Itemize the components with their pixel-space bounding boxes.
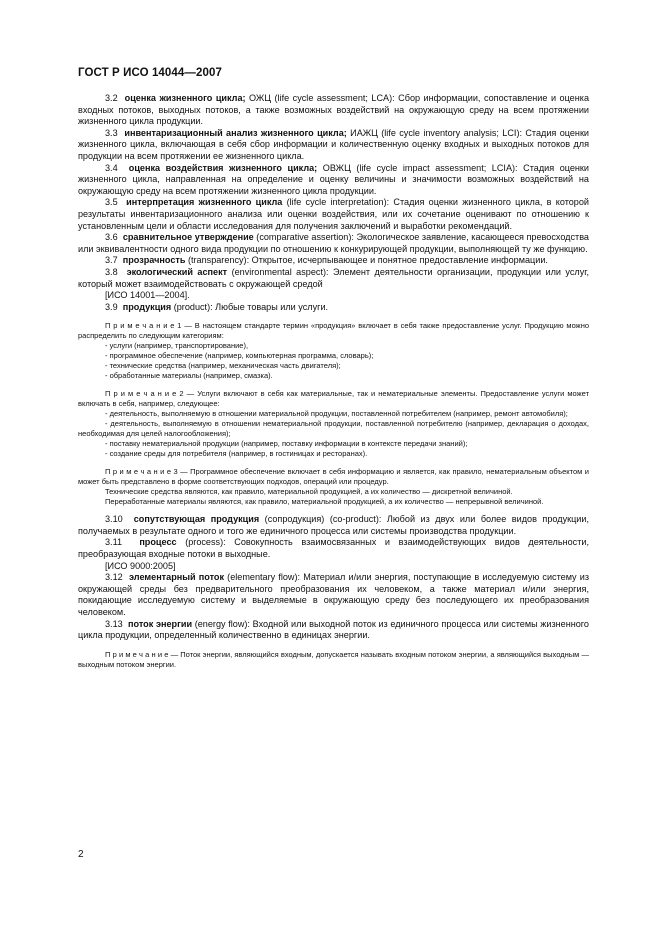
- note-label: П р и м е ч а н и е 3: [105, 467, 178, 477]
- note-text: — Программное обеспечение включает в себя информацию и является, как правило, нематериальным объектом и может быть представлено в форме соответствующих подходов, операций или процедур.: [78, 467, 589, 487]
- note-text: — В настоящем стандарте термин «продукция» включает в себя также предоставление услуг. Продукцию можно распределить по следующим категориям:: [78, 321, 590, 341]
- entry-3-5: [78, 197, 589, 232]
- note-label: П р и м е ч а н и е 2: [105, 389, 184, 399]
- note-label: П р и м е ч а н и е: [105, 649, 169, 659]
- note-2-item: - деятельность, выполняемую в отношении материальной продукции, поставленной потребителем (например, ремонт автомобиля);: [105, 409, 568, 419]
- document-header: ГОСТ Р ИСО 14044—2007: [78, 67, 223, 79]
- entry-3-10: [78, 514, 589, 537]
- entry-number: 3.13: [105, 618, 123, 629]
- entry-term: сравнительное утверждение: [122, 232, 254, 243]
- entry-3-8: [78, 267, 589, 290]
- entry-number: 3.3: [105, 127, 118, 138]
- note-text: — Поток энергии, являющийся входным, допускается называть входным потоком энергии, а являющийся выходным — выходным потоком энергии.: [78, 649, 589, 669]
- entry-3-11-reference: [ИСО 9000:2005]: [105, 560, 176, 571]
- entry-definition: ОВЖЦ (life cycle impact assessment; LCIA): Стадия оценки жизненного цикла, направленная на определение и оценку величины и значимости возможных воздействий на окружающую среду на всем протяжении жизненного цикла продукции.: [78, 162, 589, 196]
- entry-3-12: [78, 572, 589, 618]
- note-energy-flow: [78, 650, 589, 670]
- note-text: — Услуги включают в себя как материальные, так и нематериальные элементы. Предоставление услуги может включать в себя, например, следующее:: [78, 389, 590, 409]
- entry-definition: (сопродукция) (co-product): Любой из двух или более видов продукции, получаемых в результате одного и того же единичного процесса или системы производства продукции.: [78, 514, 589, 536]
- entry-definition: (comparative assertion): Экологическое заявление, касающееся превосходства или эквивалентности одного вида продукции по отношению к конкурирующей продукции, выполняющей ту же функцию.: [78, 232, 589, 254]
- entry-3-13: [78, 619, 589, 642]
- entry-number: 3.10: [105, 514, 123, 525]
- page-number: 2: [78, 849, 84, 860]
- entry-3-4: [78, 163, 589, 198]
- entry-term: интерпретация жизненного цикла: [126, 197, 283, 208]
- entry-definition: (transparency): Открытое, исчерпывающее и понятное предоставление информации.: [185, 255, 548, 266]
- entry-term: оценка воздействия жизненного цикла;: [128, 162, 318, 173]
- note-1-item: - услуги (например, транспортирование),: [105, 341, 249, 351]
- entry-number: 3.6: [105, 232, 118, 243]
- entry-term: элементарный поток: [129, 572, 225, 583]
- entry-definition: (process): Совокупность взаимосвязанных и взаимодействующих видов деятельности, преобразующая входные потоки в выходные.: [78, 537, 589, 560]
- document-body: [78, 93, 589, 670]
- entry-number: 3.8: [105, 266, 118, 277]
- entry-term: оценка жизненного цикла;: [124, 93, 246, 103]
- entry-3-11: [78, 537, 589, 560]
- entry-definition: (environmental aspect): Элемент деятельности организации, продукции или услуг, который может взаимодействовать с окружающей средой: [78, 266, 590, 289]
- note-1-item: - программное обеспечение (например, компьютерная программа, словарь);: [105, 351, 374, 361]
- entry-3-7: [78, 255, 589, 267]
- entry-term: инвентаризационный анализ жизненного цикла;: [124, 127, 347, 138]
- entry-definition: ИАЖЦ (life cycle inventory analysis; LCI): Стадия оценки жизненного цикла, включающая в себя сбор информации и количественную оценку входных и выходных потоков для продукции на всем протяжении ее жизненного цикла.: [78, 127, 590, 161]
- entry-number: 3.12: [105, 572, 123, 583]
- entry-term: процесс: [139, 537, 177, 548]
- entry-number: 3.11: [105, 537, 123, 548]
- entry-definition: (product): Любые товары или услуги.: [171, 301, 329, 312]
- entry-definition: (elementary flow): Материал и/или энергия, поступающие в исследуемую систему из окружающей среды без предварительного преобразования их человеком, а также материал и/или энергия, покидающие исследуемую систему и выделяемые в окружающую среду без последующего их преобразования человеком.: [78, 572, 590, 618]
- note-2-item: - создание среды для потребителя (например, в гостиницах и ресторанах).: [105, 449, 368, 459]
- note-3-paragraph: Переработанные материалы являются, как правило, материальной продукцией, а их количество — непрерывной величиной.: [105, 497, 544, 507]
- entry-number: 3.9: [105, 301, 118, 312]
- entry-definition: (life cycle interpretation): Стадия оценки жизненного цикла, в которой результаты инвентаризационного анализа или оценки воздействия, или их сочетание оценивают по отношению к установленным цели и области исследования для получения заключений и выработки рекомендаций.: [78, 197, 590, 231]
- entry-term: экологический аспект: [126, 266, 228, 277]
- entry-definition: (energy flow): Входной или выходной поток из единичного процесса или системы жизненного цикла продукции, определенный количественно в единицах энергии.: [78, 618, 589, 641]
- entry-definition: ОЖЦ (life cycle assessment; LCA): Сбор информации, сопоставление и оценка входных потоков, выходных потоков, а также возможных воздействий на окружающую среду на всем протяжении жизненного цикла продукции.: [78, 93, 589, 127]
- note-1-item: - обработанные материалы (например, смазка).: [105, 371, 273, 381]
- entry-term: поток энергии: [128, 618, 193, 629]
- note-2-item: - поставку нематериальной продукции (например, поставку информации в контексте передачи знаний);: [105, 439, 468, 449]
- entry-3-8-reference: [ИСО 14001—2004].: [105, 290, 190, 301]
- entry-term: продукция: [122, 301, 172, 312]
- note-1-item: - технические средства (например, механическая часть двигателя);: [105, 361, 341, 371]
- entry-term: сопутствующая продукция: [133, 514, 260, 525]
- note-2: [78, 389, 589, 409]
- note-3: [78, 467, 589, 487]
- note-label: П р и м е ч а н и е 1: [105, 321, 182, 331]
- entry-number: 3.5: [105, 197, 118, 208]
- entry-3-6: [78, 232, 589, 255]
- entry-number: 3.2: [105, 93, 118, 103]
- entry-number: 3.4: [105, 162, 118, 173]
- entry-3-3: [78, 128, 589, 163]
- entry-term: прозрачность: [122, 255, 186, 266]
- note-3-paragraph: Технические средства являются, как правило, материальной продукцией, а их количество — дискретной величиной.: [105, 487, 513, 497]
- entry-3-2: [78, 93, 589, 128]
- entry-number: 3.7: [105, 255, 118, 266]
- note-1: [78, 321, 589, 341]
- note-2-item: - деятельность, выполняемую в отношении нематериальной продукции, поставленной потребителю (например, декларация о доходах, необходимая для целей налогообложения);: [78, 419, 589, 439]
- entry-3-9: [78, 302, 589, 314]
